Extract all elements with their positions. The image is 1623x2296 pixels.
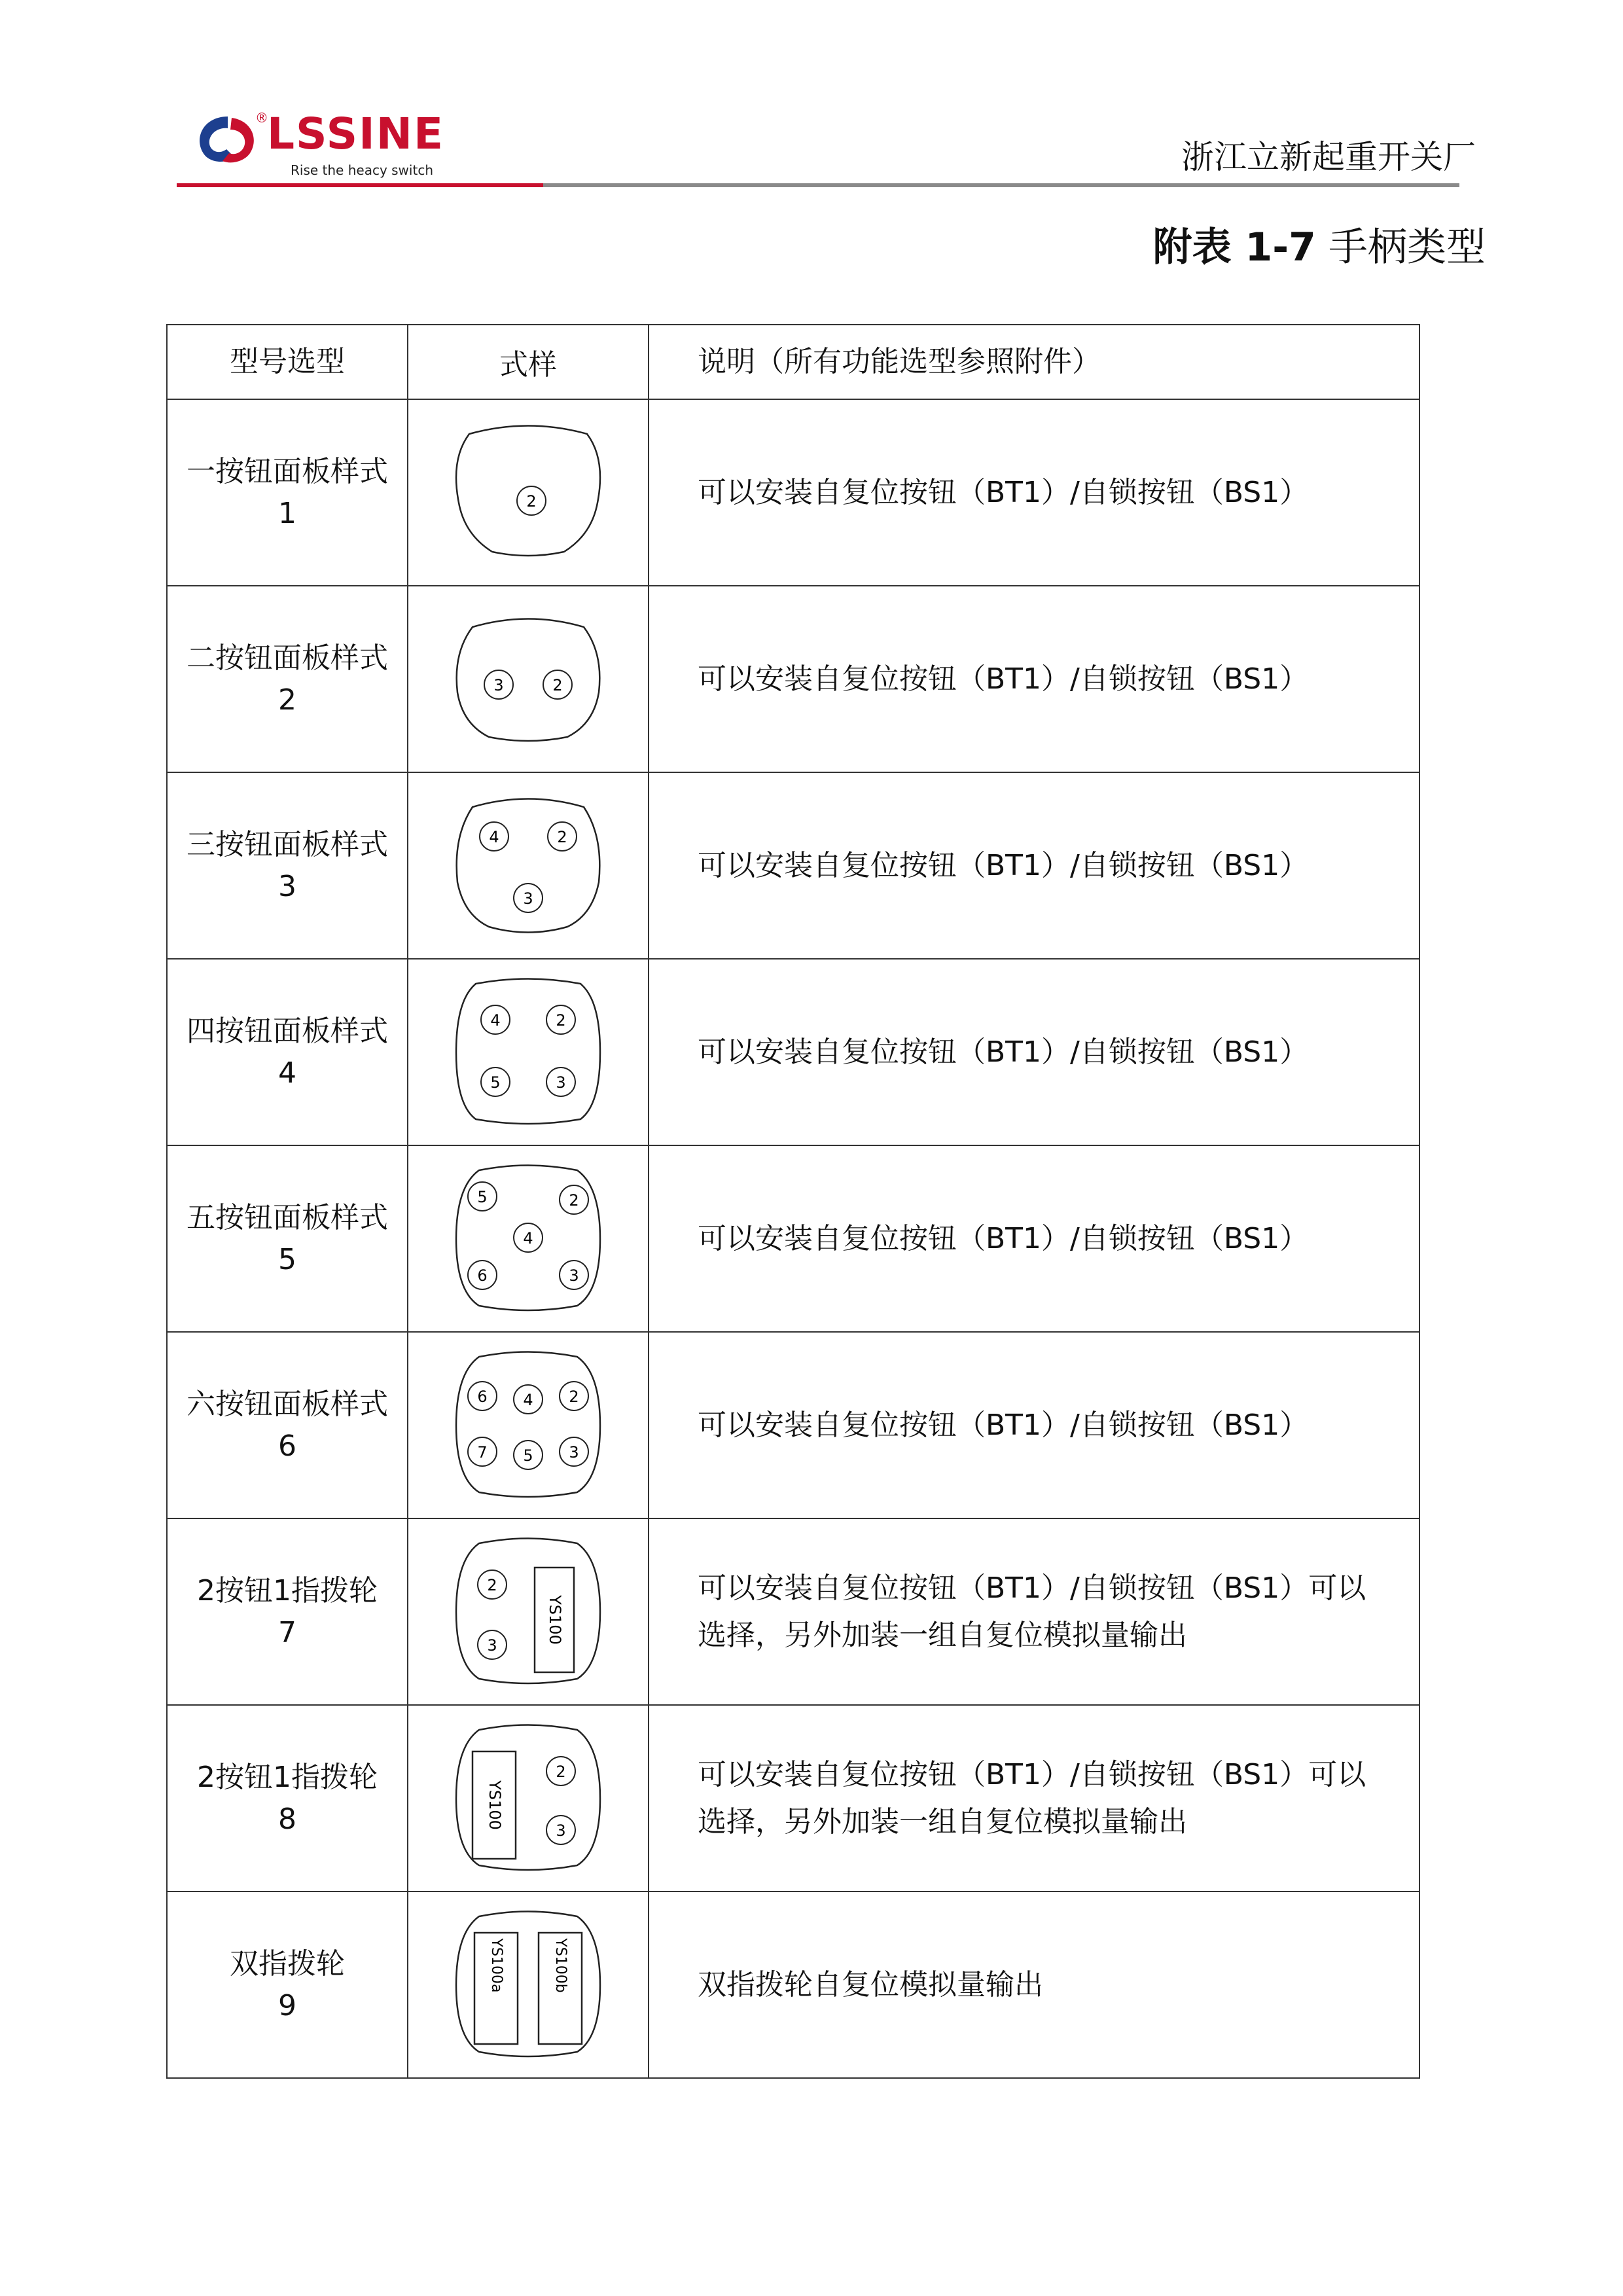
description-cell: 可以安装自复位按钮（BT1）/自锁按钮（BS1）可以选择，另外加装一组自复位模拟量输出	[649, 1518, 1419, 1705]
svg-text:2: 2	[526, 492, 537, 511]
svg-text:3: 3	[523, 889, 533, 908]
description-cell: 可以安装自复位按钮（BT1）/自锁按钮（BS1）	[649, 772, 1419, 959]
table-row	[167, 399, 1419, 586]
description-cell: 可以安装自复位按钮（BT1）/自锁按钮（BS1）	[649, 1145, 1419, 1332]
button-circle	[514, 1223, 543, 1252]
panel-diagram	[443, 421, 613, 565]
svg-text:2: 2	[552, 675, 563, 694]
thumbwheel	[539, 1933, 582, 2044]
svg-text:3: 3	[556, 1821, 566, 1840]
description-cell: 可以安装自复位按钮（BT1）/自锁按钮（BS1）	[649, 959, 1419, 1145]
svg-text:6: 6	[477, 1266, 488, 1285]
button-circle	[560, 1185, 588, 1214]
model-name: 双指拨轮	[230, 1946, 345, 1981]
svg-text:5: 5	[490, 1073, 501, 1092]
svg-text:7: 7	[477, 1443, 488, 1462]
style-cell	[408, 399, 649, 586]
button-circle	[481, 1067, 510, 1096]
model-cell	[167, 1332, 408, 1518]
svg-text:2: 2	[556, 1762, 566, 1781]
svg-text:3: 3	[493, 675, 504, 694]
description-cell: 可以安装自复位按钮（BT1）/自锁按钮（BS1）	[649, 1332, 1419, 1518]
model-cell	[167, 1145, 408, 1332]
model-name: 五按钮面板样式	[187, 1200, 388, 1234]
thumbwheel	[473, 1751, 516, 1859]
svg-text:YS100: YS100	[486, 1780, 504, 1830]
thumbwheel	[535, 1568, 574, 1672]
model-cell	[167, 1892, 408, 2078]
button-circle	[546, 1067, 575, 1096]
handle-type-table	[166, 324, 1420, 2079]
svg-text:YS100: YS100	[546, 1594, 564, 1645]
button-circle	[514, 1385, 543, 1414]
svg-text:6: 6	[477, 1387, 488, 1406]
button-circle	[468, 1437, 497, 1466]
style-cell	[408, 772, 649, 959]
panel-diagram	[443, 1347, 613, 1504]
button-circle	[468, 1182, 497, 1211]
button-circle	[480, 822, 508, 851]
button-circle	[546, 1005, 575, 1034]
header-rule-accent	[177, 183, 543, 187]
table-row	[167, 1705, 1419, 1892]
button-circle	[484, 670, 513, 699]
table-row	[167, 1892, 1419, 2078]
model-code: 2	[278, 683, 296, 717]
svg-text:YS100b: YS100b	[552, 1937, 569, 1993]
svg-text:4: 4	[523, 1390, 533, 1409]
table-row	[167, 959, 1419, 1145]
description-cell: 可以安装自复位按钮（BT1）/自锁按钮（BS1）	[649, 586, 1419, 772]
panel-diagram	[443, 607, 613, 751]
style-cell	[408, 959, 649, 1145]
model-code: 9	[278, 1988, 296, 2022]
panel-diagram	[443, 1160, 613, 1318]
company-name: 浙江立新起重开关厂	[1181, 138, 1476, 176]
table-row	[167, 586, 1419, 772]
style-cell	[408, 586, 649, 772]
svg-text:3: 3	[569, 1443, 579, 1462]
model-code: 5	[278, 1242, 296, 1276]
style-cell	[408, 1518, 649, 1705]
appendix-number: 附表 1-7	[1152, 224, 1316, 270]
logo-registered-mark: ®	[255, 110, 268, 126]
svg-text:4: 4	[490, 1011, 501, 1030]
button-circle	[481, 1005, 510, 1034]
model-name: 2按钮1指拨轮	[197, 1573, 378, 1607]
svg-text:3: 3	[569, 1266, 579, 1285]
button-circle	[560, 1437, 588, 1466]
model-code: 8	[278, 1802, 296, 1836]
button-circle	[548, 822, 577, 851]
svg-text:2: 2	[556, 1011, 566, 1030]
table-row	[167, 772, 1419, 959]
description-cell: 可以安装自复位按钮（BT1）/自锁按钮（BS1）可以选择，另外加装一组自复位模拟量输出	[649, 1705, 1419, 1892]
table-row	[167, 1518, 1419, 1705]
style-cell	[408, 1705, 649, 1892]
model-name: 二按钮面板样式	[187, 641, 388, 675]
model-cell	[167, 586, 408, 772]
svg-text:2: 2	[569, 1387, 579, 1406]
panel-diagram	[443, 974, 613, 1131]
model-code: 4	[278, 1056, 296, 1090]
svg-text:2: 2	[569, 1191, 579, 1210]
model-cell	[167, 959, 408, 1145]
button-circle	[517, 486, 546, 515]
button-circle	[468, 1382, 497, 1410]
panel-diagram	[443, 1907, 613, 2064]
svg-text:3: 3	[487, 1636, 497, 1655]
svg-text:2: 2	[487, 1575, 497, 1594]
description-cell: 双指拨轮自复位模拟量输出	[649, 1892, 1419, 2078]
company-logo	[175, 110, 542, 182]
svg-text:YS100a: YS100a	[488, 1938, 505, 1992]
button-circle	[560, 1261, 588, 1289]
model-name: 三按钮面板样式	[187, 827, 388, 861]
model-name: 2按钮1指拨轮	[197, 1760, 378, 1794]
model-code: 3	[278, 869, 296, 903]
style-cell	[408, 1892, 649, 2078]
svg-text:5: 5	[477, 1187, 488, 1206]
header-description: 说明（所有功能选型参照附件）	[649, 325, 1419, 399]
model-code: 7	[278, 1615, 296, 1649]
thumbwheel	[474, 1933, 518, 2044]
logo-tagline: Rise the heacy switch	[291, 162, 433, 178]
table-row	[167, 1145, 1419, 1332]
table-row	[167, 1332, 1419, 1518]
button-circle	[468, 1261, 497, 1289]
appendix-title	[1153, 216, 1486, 272]
button-circle	[478, 1570, 507, 1599]
description-cell: 可以安装自复位按钮（BT1）/自锁按钮（BS1）	[649, 399, 1419, 586]
model-cell	[167, 772, 408, 959]
header-model: 型号选型	[167, 325, 408, 399]
model-name: 四按钮面板样式	[187, 1014, 388, 1048]
button-circle	[560, 1382, 588, 1410]
header-style: 式样	[408, 325, 649, 399]
svg-text:2: 2	[557, 827, 567, 846]
model-name: 六按钮面板样式	[187, 1387, 388, 1421]
style-cell	[408, 1332, 649, 1518]
model-name: 一按钮面板样式	[187, 454, 388, 488]
appendix-name: 手柄类型	[1329, 224, 1486, 270]
model-cell	[167, 399, 408, 586]
svg-text:3: 3	[556, 1073, 566, 1092]
style-cell	[408, 1145, 649, 1332]
svg-text:5: 5	[523, 1446, 533, 1465]
button-circle	[546, 1816, 575, 1844]
panel-diagram	[443, 791, 613, 941]
button-circle	[543, 670, 572, 699]
panel-diagram	[443, 1720, 613, 1877]
svg-text:4: 4	[523, 1229, 533, 1247]
model-cell	[167, 1705, 408, 1892]
model-cell	[167, 1518, 408, 1705]
button-circle	[514, 1441, 543, 1469]
model-code: 6	[278, 1429, 296, 1463]
button-circle	[478, 1630, 507, 1659]
svg-text:4: 4	[489, 827, 499, 846]
logo-wordmark: LSSINE	[267, 109, 445, 159]
button-circle	[514, 884, 543, 912]
model-code: 1	[278, 496, 296, 530]
button-circle	[546, 1757, 575, 1785]
panel-diagram	[443, 1534, 613, 1691]
table-header-row	[167, 325, 1419, 399]
